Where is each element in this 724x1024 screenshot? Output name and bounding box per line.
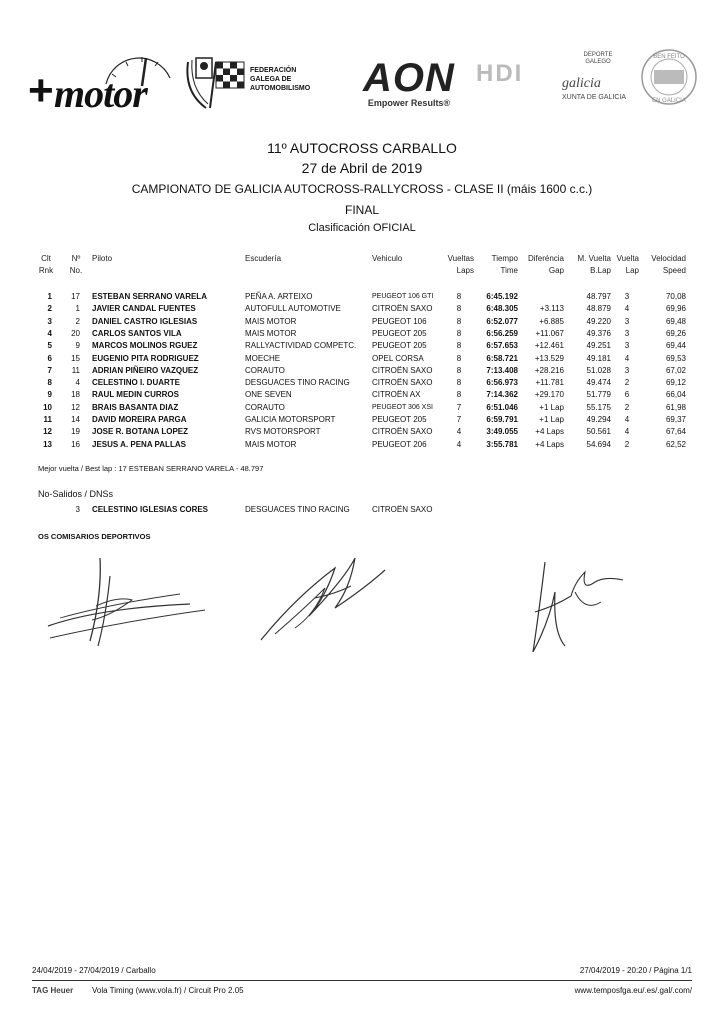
race-time: 6:51.046 — [486, 402, 518, 412]
race-time: 6:58.721 — [486, 353, 518, 363]
best-lap: 50.561 — [586, 427, 611, 437]
car-number: 14 — [71, 415, 80, 424]
driver-name: ADRIAN PIÑEIRO VAZQUEZ — [92, 365, 199, 375]
speed: 69,48 — [665, 316, 686, 326]
stewards-title: OS COMISARIOS DEPORTIVOS — [38, 532, 151, 541]
galicia-logo: DEPORTE GALEGO galicia XUNTA DE GALICIA — [562, 52, 627, 101]
table-row — [0, 426, 724, 438]
gap: +4 Laps — [535, 439, 564, 449]
team-name: MAIS MOTOR — [245, 439, 297, 449]
team-name: MOECHE — [245, 353, 281, 363]
best-lap-number: 6 — [624, 390, 630, 400]
best-lap: 49.220 — [586, 316, 611, 326]
race-time: 3:55.781 — [486, 439, 518, 449]
best-lap-number: 4 — [624, 353, 630, 363]
best-lap: 49.474 — [586, 378, 611, 388]
vehicle: OPEL CORSA — [372, 353, 424, 363]
footer-divider — [32, 980, 692, 981]
driver-name: DANIEL CASTRO IGLESIAS — [92, 316, 198, 326]
speed: 69,44 — [665, 341, 686, 351]
race-time: 6:52.077 — [486, 316, 518, 326]
footer-url[interactable]: www.temposfga.eu/.es/.gal/.com/ — [574, 986, 692, 995]
tag-heuer-logo: TAG Heuer — [32, 986, 74, 995]
table-row — [0, 389, 724, 401]
dns-title: No-Salidos / DNSs — [38, 489, 114, 499]
driver-name: RAUL MEDIN CURROS — [92, 390, 179, 400]
team-name: CORAUTO — [245, 402, 285, 412]
car-number: 18 — [71, 390, 80, 400]
vehicle: PEUGEOT 106 — [372, 316, 427, 326]
rank: 3 — [47, 316, 52, 326]
driver-name: ESTEBAN SERRANO VARELA — [92, 292, 207, 301]
table-row — [0, 414, 724, 426]
driver-name: JOSE R. BOTANA LOPEZ — [92, 427, 189, 437]
vehicle: CITROËN SAXO — [372, 427, 433, 437]
table-row — [0, 377, 724, 389]
laps: 8 — [456, 292, 462, 301]
laps: 8 — [456, 316, 462, 326]
speed: 69,96 — [665, 304, 686, 314]
table-row — [0, 316, 724, 328]
race-time: 6:45.192 — [486, 292, 518, 301]
best-lap: 54.694 — [586, 439, 611, 449]
vehicle: PEUGEOT 106 GTI — [372, 293, 434, 300]
laps: 7 — [456, 402, 462, 412]
footer-dates: 24/04/2019 - 27/04/2019 / Carballo — [32, 966, 156, 975]
speed: 69,12 — [665, 378, 686, 388]
best-lap-number: 4 — [624, 304, 630, 314]
team-name: MAIS MOTOR — [245, 316, 297, 326]
gap: +1 Lap — [539, 402, 564, 412]
race-time: 6:59.791 — [486, 415, 518, 424]
team-name: PEÑA A. ARTEIXO — [245, 292, 313, 301]
vehicle: PEUGEOT 205 — [372, 415, 427, 424]
signature-3 — [505, 552, 635, 662]
table-row — [0, 303, 724, 315]
team-name: RVS MOTORSPORT — [245, 427, 321, 437]
table-row — [0, 291, 724, 303]
rank: 4 — [47, 328, 52, 338]
laps: 8 — [456, 328, 462, 338]
speed: 69,37 — [665, 415, 686, 424]
car-number: 1 — [75, 304, 80, 314]
driver-name: BRAIS BASANTA DIAZ — [92, 402, 179, 412]
best-lap-number: 3 — [624, 328, 630, 338]
laps: 8 — [456, 353, 462, 363]
vehicle: CITROËN SAXO — [372, 365, 433, 375]
speed: 66,04 — [665, 390, 686, 400]
best-lap-number: 2 — [624, 439, 630, 449]
best-lap: 49.181 — [586, 353, 611, 363]
car-number: 4 — [75, 378, 80, 388]
rank: 10 — [43, 402, 52, 412]
table-row — [0, 353, 724, 365]
rank: 1 — [47, 292, 52, 301]
best-lap: 51.779 — [586, 390, 611, 400]
signature-1 — [40, 546, 210, 656]
footer-page: 27/04/2019 - 20:20 / Página 1/1 — [579, 966, 692, 975]
car-number: 2 — [75, 316, 80, 326]
svg-text:BEN FEITO: BEN FEITO — [653, 54, 685, 60]
rank: 6 — [47, 353, 52, 363]
vehicle: PEUGEOT 205 — [372, 341, 427, 351]
race-time: 6:57.653 — [486, 341, 518, 351]
best-lap-number: 2 — [624, 402, 630, 412]
table-row — [0, 328, 724, 340]
laps: 4 — [456, 427, 462, 437]
car-number: 16 — [71, 439, 80, 449]
race-time: 6:48.305 — [486, 304, 518, 314]
best-lap: 51.028 — [586, 365, 611, 375]
motor-logo: + motor — [28, 48, 188, 118]
gap: +11.067 — [535, 328, 564, 338]
rank: 12 — [43, 427, 52, 437]
team-name: DESGUACES TINO RACING — [245, 378, 350, 388]
car-number: 17 — [71, 292, 80, 301]
driver-name: JESUS A. PENA PALLAS — [92, 439, 186, 449]
team-name: CORAUTO — [245, 365, 285, 375]
team-name: RALLYACTIVIDAD COMPETC. — [245, 341, 357, 351]
results-table-header: Clt Rnk Nº No. Piloto Escudería Vehiculo Vueltas Laps Tiempo Time Diferéncia Gap M. Vuelta B.Lap Vuelta Lap Velocidad Speed — [38, 254, 686, 275]
team-name: ONE SEVEN — [245, 390, 292, 400]
svg-text:EN GALICIA: EN GALICIA — [652, 98, 686, 104]
rank: 13 — [43, 439, 52, 449]
table-row — [0, 365, 724, 377]
rank: 2 — [47, 304, 52, 314]
vehicle: PEUGEOT 205 — [372, 328, 427, 338]
best-lap-number: 3 — [624, 341, 630, 351]
car-number: 19 — [71, 427, 80, 437]
driver-name: MARCOS MOLINOS RGUEZ — [92, 341, 198, 351]
table-row — [0, 402, 724, 414]
best-lap-note: Mejor vuelta / Best lap : 17 ESTEBAN SERRANO VARELA - 48.797 — [38, 464, 264, 473]
seal-logo — [640, 48, 698, 106]
dns-row — [0, 504, 724, 516]
best-lap: 48.797 — [586, 292, 611, 301]
best-lap-number: 3 — [624, 292, 630, 301]
gap: +29.170 — [534, 390, 564, 400]
event-title: 11º AUTOCROSS CARBALLO — [267, 140, 457, 156]
vehicle: CITROËN AX — [372, 390, 421, 400]
best-lap-number: 4 — [624, 415, 630, 424]
aon-logo: AON Empower Results® — [363, 56, 455, 108]
laps: 8 — [456, 378, 462, 388]
best-lap-number: 3 — [624, 365, 630, 375]
speed: 69,53 — [665, 353, 686, 363]
laps: 8 — [456, 341, 462, 351]
rank: 7 — [47, 365, 52, 375]
best-lap: 49.251 — [586, 341, 611, 351]
gap: +1 Lap — [539, 415, 564, 424]
dns-car: CITROËN SAXO — [372, 505, 433, 514]
gap: +4 Laps — [535, 427, 564, 437]
rank: 8 — [47, 378, 52, 388]
laps: 8 — [456, 304, 462, 314]
car-number: 12 — [71, 402, 80, 412]
gap: +3.113 — [539, 304, 564, 314]
classification-title: Clasificación OFICIAL — [308, 222, 416, 234]
signature-2 — [255, 548, 395, 648]
gap: +13.529 — [534, 353, 564, 363]
gap: +6.885 — [539, 316, 564, 326]
laps: 7 — [456, 415, 462, 424]
vehicle: PEUGEOT 306 XSI — [372, 403, 433, 411]
dns-driver: CELESTINO IGLESIAS CORES — [92, 505, 209, 514]
driver-name: JAVIER CANDAL FUENTES — [92, 304, 196, 314]
gap: +11.781 — [535, 378, 564, 388]
best-lap: 49.294 — [586, 415, 611, 424]
speed: 69,26 — [665, 328, 686, 338]
race-time: 6:56.259 — [486, 328, 518, 338]
driver-name: EUGENIO PITA RODRIGUEZ — [92, 353, 199, 363]
footer-timing: Vola Timing (www.vola.fr) / Circuit Pro 2.05 — [92, 986, 244, 995]
speed: 70,08 — [665, 292, 686, 301]
car-number: 20 — [71, 328, 80, 338]
gap: +12.461 — [534, 341, 564, 351]
car-number: 11 — [71, 365, 80, 375]
vehicle: CITROËN SAXO — [372, 304, 433, 314]
laps: 4 — [456, 439, 462, 449]
best-lap-number: 2 — [624, 378, 630, 388]
vehicle: PEUGEOT 206 — [372, 439, 427, 449]
car-number: 9 — [75, 341, 80, 351]
dns-team: DESGUACES TINO RACING — [245, 505, 350, 514]
event-date: 27 de Abril de 2019 — [301, 160, 423, 176]
table-row — [0, 340, 724, 352]
driver-name: CELESTINO I. DUARTE — [92, 378, 181, 388]
team-name: MAIS MOTOR — [245, 328, 297, 338]
race-time: 6:56.973 — [486, 378, 518, 388]
table-row — [0, 439, 724, 451]
race-time: 7:14.362 — [486, 390, 518, 400]
team-name: AUTOFULL AUTOMOTIVE — [245, 304, 341, 314]
car-number: 15 — [71, 353, 80, 363]
speed: 61,98 — [665, 402, 686, 412]
best-lap-number: 4 — [624, 427, 630, 437]
best-lap: 55.175 — [586, 402, 611, 412]
hdi-logo: HDI — [476, 60, 524, 87]
dns-number: 3 — [75, 505, 80, 514]
rank: 11 — [43, 415, 52, 424]
driver-name: CARLOS SANTOS VILA — [92, 328, 182, 338]
fga-logo: FEDERACIÓN GALEGA DE AUTOMOBILISMO — [182, 52, 322, 112]
vehicle: CITROËN SAXO — [372, 378, 433, 388]
race-time: 7:13.408 — [486, 365, 518, 375]
best-lap: 48.879 — [586, 304, 611, 314]
rank: 5 — [47, 341, 52, 351]
speed: 67,02 — [665, 365, 686, 375]
championship-title: CAMPIONATO DE GALICIA AUTOCROSS-RALLYCROSS - CLASE II (máis 1600 c.c.) — [131, 182, 593, 196]
session-title: FINAL — [344, 203, 379, 217]
best-lap: 49.376 — [586, 328, 611, 338]
gap: +28.216 — [534, 365, 564, 375]
speed: 62,52 — [665, 439, 686, 449]
race-time: 3:49.055 — [486, 427, 518, 437]
best-lap-number: 3 — [624, 316, 630, 326]
laps: 8 — [456, 390, 462, 400]
speed: 67,64 — [665, 427, 686, 437]
laps: 8 — [456, 365, 462, 375]
team-name: GALICIA MOTORSPORT — [245, 415, 336, 424]
rank: 9 — [47, 390, 52, 400]
driver-name: DAVID MOREIRA PARGA — [92, 415, 187, 424]
